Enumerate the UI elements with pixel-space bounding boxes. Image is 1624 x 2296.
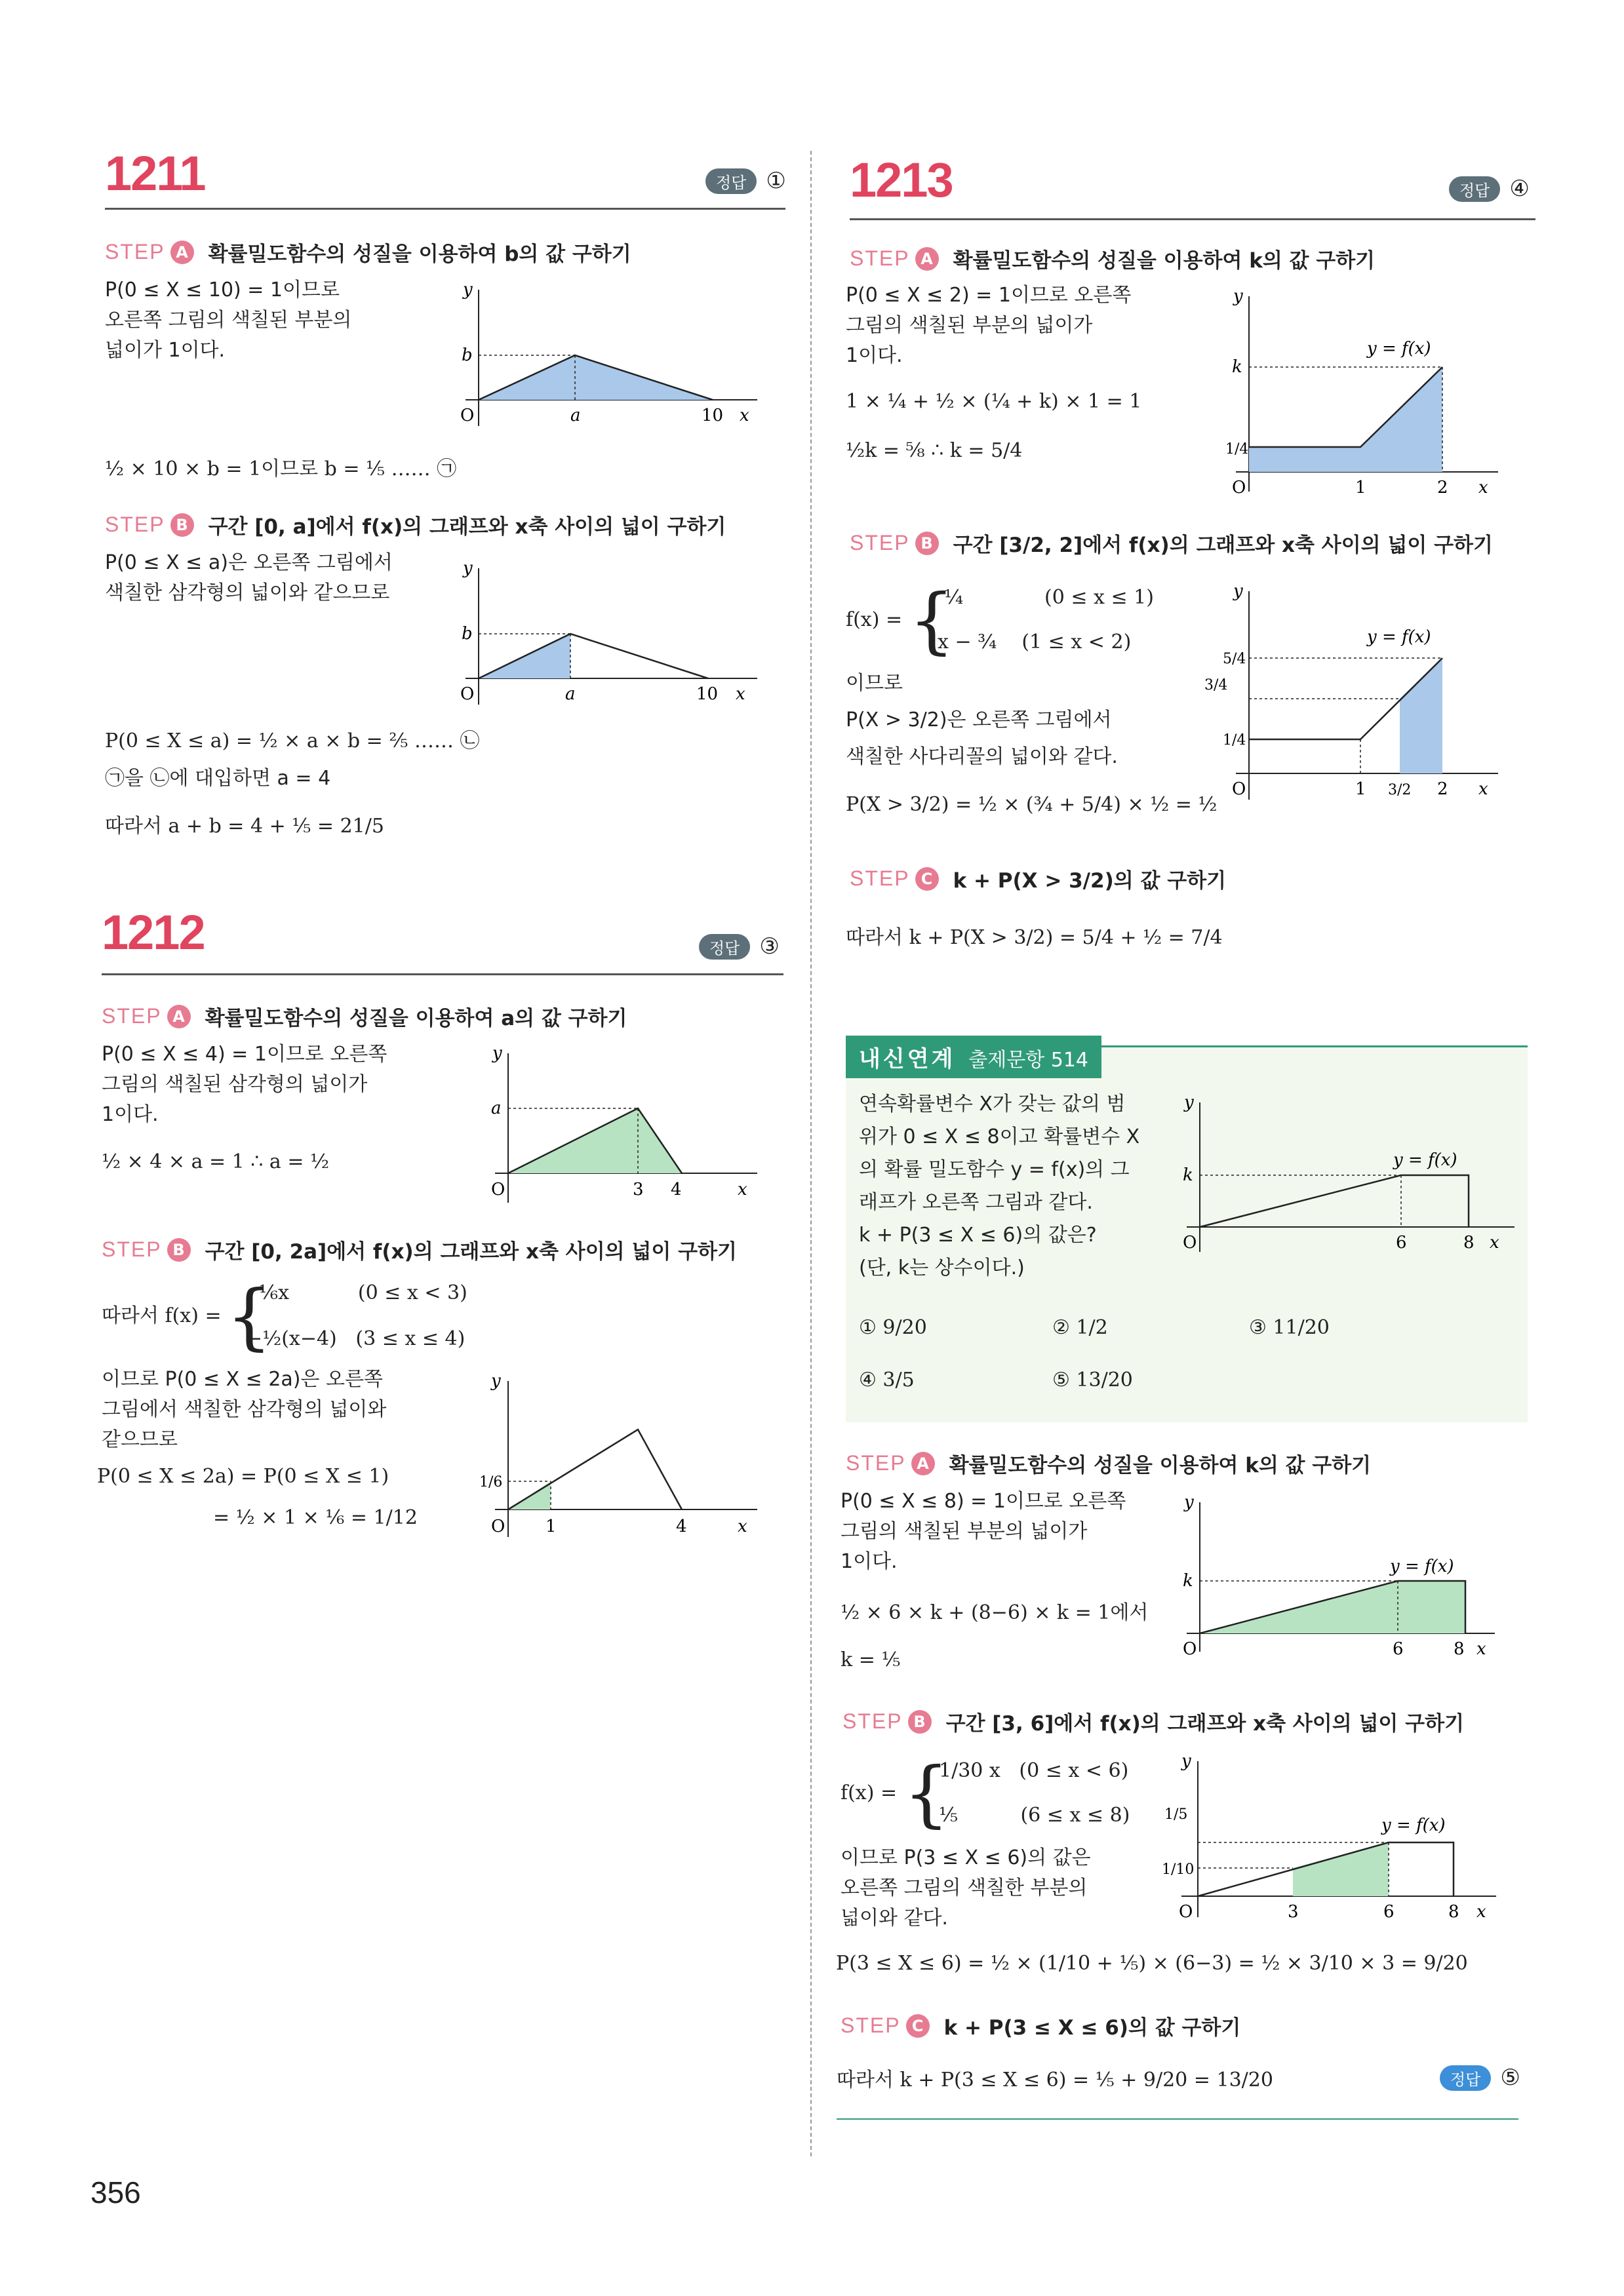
equation-1211-b2: ㉠을 ㉡에 대입하면 a = 4	[105, 767, 331, 790]
label-y: y	[1184, 1492, 1194, 1512]
text-line: 1이다.	[841, 1550, 898, 1573]
text-line: 1이다.	[846, 344, 903, 367]
step-circle: B	[915, 532, 939, 555]
choice-3[interactable]: ③ 11/20	[1249, 1316, 1330, 1339]
text-1212-b	[102, 1365, 386, 1455]
equation-514-b: P(3 ≤ X ≤ 6) = ½ × (1/10 + ⅕) × (6−3) = ½ × 3/10 × 3 = 9/20	[836, 1952, 1468, 1975]
label-six: 6	[1383, 1902, 1395, 1922]
equation-514-c: 따라서 k + P(3 ≤ X ≤ 6) = ⅕ + 9/20 = 13/20	[837, 2069, 1273, 2092]
piecewise-label: f(x) =	[846, 608, 903, 631]
label-y: y	[492, 1043, 502, 1063]
equation-1211-a: ½ × 10 × b = 1이므로 b = ⅕ …… ㉠	[105, 457, 457, 480]
label-a: a	[570, 406, 581, 425]
equation-1213-b: P(X > 3/2) = ½ × (¾ + 5/4) × ½ = ½	[846, 793, 1218, 816]
density-line	[1200, 1175, 1469, 1227]
answer-value: ③	[759, 933, 780, 960]
text-1213-b	[846, 665, 1118, 775]
brace-icon: {	[909, 578, 955, 662]
label-fx: y = f(x)	[1367, 627, 1431, 647]
label-origin: O	[1183, 1639, 1197, 1659]
label-one-sixth: 1/6	[479, 1474, 503, 1490]
label-fx: y = f(x)	[1367, 339, 1431, 359]
step-label: STEP	[102, 1237, 162, 1261]
text-line: 이므로 P(0 ≤ X ≤ 2a)은 오른쪽	[102, 1368, 383, 1391]
answer-badge: 정답	[1449, 176, 1500, 202]
step-title: k + P(3 ≤ X ≤ 6)의 값 구하기	[943, 2016, 1241, 2040]
piecewise-label: f(x) =	[841, 1781, 898, 1804]
text-line: P(0 ≤ X ≤ 2) = 1이므로 오른쪽	[846, 284, 1132, 307]
label-y: y	[1184, 1093, 1194, 1112]
label-one-fifth: 1/5	[1164, 1806, 1188, 1823]
equation-1213-a2: ½k = ⅝ ∴ k = 5/4	[846, 439, 1023, 462]
page-number: 356	[90, 2175, 141, 2209]
label-x: x	[1476, 1639, 1486, 1659]
label-five-quarter: 5/4	[1223, 651, 1246, 667]
label-one-tenth: 1/10	[1162, 1861, 1195, 1878]
shaded-area	[1400, 658, 1442, 773]
step-label: STEP	[105, 513, 165, 536]
answer-1212	[699, 933, 780, 960]
text-1211-b	[105, 548, 393, 608]
text-line: 오른쪽 그림의 색칠된 부분의	[105, 309, 352, 332]
text-line: P(0 ≤ X ≤ 8) = 1이므로 오른쪽	[841, 1490, 1126, 1513]
label-fx: y = f(x)	[1390, 1557, 1454, 1576]
step-b-514	[842, 1707, 1464, 1736]
label-quarter: 1/4	[1225, 441, 1249, 457]
text-line: 이므로 P(3 ≤ X ≤ 6)의 값은	[841, 1846, 1091, 1869]
shaded-area	[1293, 1842, 1389, 1896]
label-x: x	[736, 684, 745, 704]
label-y: y	[1233, 581, 1243, 601]
step-title: 구간 [3/2, 2]에서 f(x)의 그래프와 x축 사이의 넓이 구하기	[953, 534, 1493, 557]
label-one: 1	[545, 1517, 557, 1536]
text-line: P(0 ≤ X ≤ a)은 오른쪽 그림에서	[105, 551, 393, 574]
label-six: 6	[1393, 1639, 1404, 1659]
step-circle: C	[906, 2014, 930, 2038]
label-k: k	[1183, 1165, 1193, 1185]
label-four: 4	[671, 1180, 682, 1199]
label-y: y	[463, 280, 473, 300]
column-divider	[810, 151, 812, 2156]
step-a-1211	[105, 237, 631, 267]
header-rule-1211	[105, 208, 785, 210]
step-title: 구간 [0, 2a]에서 f(x)의 그래프와 x축 사이의 넓이 구하기	[205, 1240, 737, 1264]
step-circle: A	[911, 1452, 935, 1475]
label-origin: O	[1179, 1902, 1193, 1922]
label-two: 2	[1437, 779, 1448, 799]
step-circle: A	[170, 241, 194, 264]
label-fx: y = f(x)	[1381, 1816, 1446, 1835]
step-title: 구간 [3, 6]에서 f(x)의 그래프와 x축 사이의 넓이 구하기	[945, 1712, 1465, 1736]
choice-2[interactable]: ② 1/2	[1052, 1316, 1108, 1339]
label-x: x	[740, 406, 749, 425]
question-line: 연속확률변수 X가 갖는 값의 범	[859, 1093, 1126, 1116]
problem-number-1212: 1212	[102, 905, 205, 960]
answer-badge: 정답	[1440, 2065, 1491, 2091]
label-y: y	[491, 1371, 501, 1391]
graph-514-a	[1174, 1488, 1501, 1658]
step-circle: B	[170, 513, 194, 537]
step-title: 확률밀도함수의 성질을 이용하여 k의 값 구하기	[953, 249, 1376, 273]
text-line: 그림의 색칠된 부분의 넓이가	[841, 1520, 1088, 1543]
step-label: STEP	[842, 1709, 903, 1733]
text-1211-a	[105, 275, 351, 366]
answer-badge: 정답	[699, 934, 750, 960]
step-c-514	[841, 2011, 1240, 2040]
piecewise-case-2: ⅕ (6 ≤ x ≤ 8)	[939, 1804, 1130, 1827]
label-x: x	[1478, 779, 1488, 799]
header-rule-1212	[102, 973, 783, 975]
label-three: 3	[1288, 1902, 1299, 1922]
piecewise-case-1: 1/30 x (0 ≤ x < 6)	[939, 1759, 1129, 1782]
label-y: y	[1233, 286, 1243, 306]
label-b: b	[462, 345, 473, 365]
text-line: 그림의 색칠된 부분의 넓이가	[846, 314, 1093, 337]
text-line: P(0 ≤ X ≤ 10) = 1이므로	[105, 279, 340, 302]
linked-box-bottom-rule	[837, 2118, 1518, 2120]
label-y: y	[1181, 1751, 1191, 1771]
label-three: 3	[633, 1180, 644, 1199]
step-label: STEP	[841, 2014, 901, 2037]
label-b: b	[462, 624, 473, 644]
step-label: STEP	[102, 1004, 162, 1028]
text-line: 넓이가 1이다.	[105, 339, 226, 362]
step-circle: A	[167, 1005, 191, 1028]
graph-1211-a	[452, 275, 767, 433]
equation-1211-b1: P(0 ≤ X ≤ a) = ½ × a × b = ⅖ …… ㉡	[105, 730, 480, 752]
graph-514-b	[1155, 1747, 1503, 1924]
label-x: x	[1490, 1233, 1499, 1253]
brace-icon: {	[903, 1751, 949, 1835]
answer-value: ⑤	[1500, 2065, 1520, 2091]
text-line: P(X > 3/2)은 오른쪽 그림에서	[846, 709, 1112, 731]
label-four: 4	[676, 1517, 687, 1536]
text-514-b	[841, 1843, 1091, 1934]
label-three-half: 3/2	[1388, 782, 1412, 798]
label-k: k	[1183, 1571, 1193, 1591]
answer-badge: 정답	[705, 168, 757, 194]
text-1213-a	[846, 281, 1131, 371]
tag-prefix: 내신연계	[859, 1046, 956, 1072]
equation-1212-a: ½ × 4 × a = 1 ∴ a = ½	[102, 1150, 330, 1173]
header-rule-1213	[850, 218, 1535, 220]
label-one: 1	[1355, 478, 1366, 497]
answer-1211	[705, 168, 786, 194]
label-x: x	[1476, 1902, 1486, 1922]
step-title: k + P(X > 3/2)의 값 구하기	[953, 869, 1227, 893]
text-line: 오른쪽 그림의 색칠한 부분의	[841, 1877, 1088, 1899]
step-c-1213	[850, 864, 1226, 893]
text-514-a	[841, 1487, 1126, 1577]
step-title: 확률밀도함수의 성질을 이용하여 a의 값 구하기	[205, 1007, 627, 1030]
step-title: 확률밀도함수의 성질을 이용하여 b의 값 구하기	[208, 243, 631, 266]
answer-value: ④	[1509, 176, 1530, 202]
graph-1212-b	[479, 1367, 764, 1544]
text-line: 같으므로	[102, 1428, 178, 1451]
step-label: STEP	[846, 1451, 906, 1475]
question-line: 위가 0 ≤ X ≤ 8이고 확률변수 X	[859, 1125, 1140, 1148]
question-line: 의 확률 밀도함수 y = f(x)의 그	[859, 1158, 1130, 1181]
label-origin: O	[460, 684, 475, 704]
label-a: a	[491, 1099, 502, 1118]
label-ten: 10	[696, 684, 719, 704]
label-eight: 8	[1463, 1233, 1475, 1253]
text-line: 1이다.	[102, 1103, 159, 1126]
step-a-1212	[102, 1002, 627, 1031]
text-1212-a	[102, 1040, 387, 1130]
equation-1211-b3: 따라서 a + b = 4 + ⅕ = 21/5	[105, 815, 384, 838]
equation-514-a1: ½ × 6 × k + (8−6) × k = 1에서	[841, 1601, 1149, 1624]
step-circle: B	[908, 1710, 932, 1734]
step-label: STEP	[850, 866, 910, 890]
label-origin: O	[460, 406, 475, 425]
text-line: 그림의 색칠된 삼각형의 넓이가	[102, 1073, 368, 1096]
label-one: 1	[1355, 779, 1366, 799]
question-line: 래프가 오른쪽 그림과 같다.	[859, 1191, 1093, 1214]
label-origin: O	[491, 1180, 505, 1199]
graph-1211-b	[452, 554, 767, 711]
piecewise-case-1: ⅙x (0 ≤ x < 3)	[259, 1281, 467, 1304]
step-circle: A	[915, 247, 939, 271]
text-line: 이므로	[846, 672, 903, 695]
equation-1213-a1: 1 × ¼ + ½ × (¼ + k) × 1 = 1	[846, 390, 1142, 413]
text-line: 색칠한 사다리꼴의 넓이와 같다.	[846, 745, 1118, 768]
equation-1213-c: 따라서 k + P(X > 3/2) = 5/4 + ½ = 7/4	[846, 926, 1223, 949]
step-circle: B	[167, 1238, 191, 1262]
tag-label: 출제문항 514	[968, 1049, 1088, 1072]
label-eight: 8	[1448, 1902, 1459, 1922]
linked-question	[859, 1088, 1139, 1285]
label-origin: O	[1232, 779, 1246, 799]
equation-1212-b2: = ½ × 1 × ⅙ = 1/12	[213, 1506, 418, 1529]
label-origin: O	[491, 1517, 505, 1536]
label-y: y	[463, 558, 473, 578]
answer-1213	[1449, 176, 1530, 202]
label-three-quarter: 3/4	[1204, 677, 1228, 693]
text-line: 넓이와 같다.	[841, 1907, 948, 1930]
text-line: P(0 ≤ X ≤ 4) = 1이므로 오른쪽	[102, 1043, 387, 1066]
label-origin: O	[1232, 478, 1246, 497]
label-x: x	[1478, 478, 1488, 497]
answer-value: ①	[766, 168, 786, 194]
label-k: k	[1232, 357, 1242, 377]
label-a: a	[565, 684, 576, 704]
question-line: (단, k는 상수이다.)	[859, 1256, 1025, 1279]
graph-1213-a	[1223, 282, 1505, 498]
piecewise-case-2: −½(x−4) (3 ≤ x ≤ 4)	[246, 1327, 465, 1350]
label-x: x	[738, 1517, 747, 1536]
shaded-area	[508, 1108, 682, 1173]
problem-number-1211: 1211	[105, 146, 205, 201]
question-line: k + P(3 ≤ X ≤ 6)의 값은?	[859, 1224, 1097, 1247]
equation-514-a2: k = ⅕	[841, 1648, 901, 1671]
text-line: 그림에서 색칠한 삼각형의 넓이와	[102, 1398, 387, 1421]
choice-1[interactable]: ① 9/20	[859, 1316, 927, 1339]
equation-1212-b1: P(0 ≤ X ≤ 2a) = P(0 ≤ X ≤ 1)	[97, 1465, 389, 1488]
label-eight: 8	[1454, 1639, 1465, 1659]
label-two: 2	[1437, 478, 1448, 497]
step-label: STEP	[850, 531, 910, 555]
step-b-1213	[850, 528, 1493, 558]
choice-4[interactable]: ④ 3/5	[859, 1369, 915, 1391]
piecewise-label: 따라서 f(x) =	[102, 1304, 222, 1327]
step-label: STEP	[105, 240, 165, 263]
step-a-514	[846, 1449, 1371, 1478]
choice-5[interactable]: ⑤ 13/20	[1052, 1369, 1133, 1391]
answer-514	[1440, 2065, 1520, 2091]
step-title: 구간 [0, a]에서 f(x)의 그래프와 x축 사이의 넓이 구하기	[208, 515, 726, 539]
shaded-area	[1249, 367, 1442, 472]
step-b-1212	[102, 1235, 737, 1264]
step-label: STEP	[850, 246, 910, 270]
label-x: x	[738, 1180, 747, 1199]
label-origin: O	[1183, 1233, 1197, 1253]
step-circle: C	[915, 867, 939, 891]
step-b-1211	[105, 510, 726, 539]
piecewise-case-2: x − ¾ (1 ≤ x < 2)	[938, 631, 1132, 653]
step-title: 확률밀도함수의 성질을 이용하여 k의 값 구하기	[949, 1454, 1372, 1477]
problem-number-1213: 1213	[850, 153, 953, 207]
graph-1213-b	[1204, 577, 1505, 813]
label-fx: y = f(x)	[1393, 1150, 1457, 1170]
shaded-area	[1200, 1581, 1465, 1633]
label-ten: 10	[702, 406, 724, 425]
graph-514-question	[1174, 1088, 1521, 1258]
piecewise-case-1: ¼ (0 ≤ x ≤ 1)	[944, 586, 1154, 609]
brace-icon: {	[226, 1274, 272, 1358]
label-six: 6	[1396, 1233, 1407, 1253]
graph-1212-a	[482, 1039, 764, 1209]
step-a-1213	[850, 244, 1375, 273]
label-quarter: 1/4	[1223, 732, 1246, 749]
linked-problem-tag	[846, 1036, 1101, 1078]
text-line: 색칠한 삼각형의 넓이와 같으므로	[105, 581, 390, 604]
